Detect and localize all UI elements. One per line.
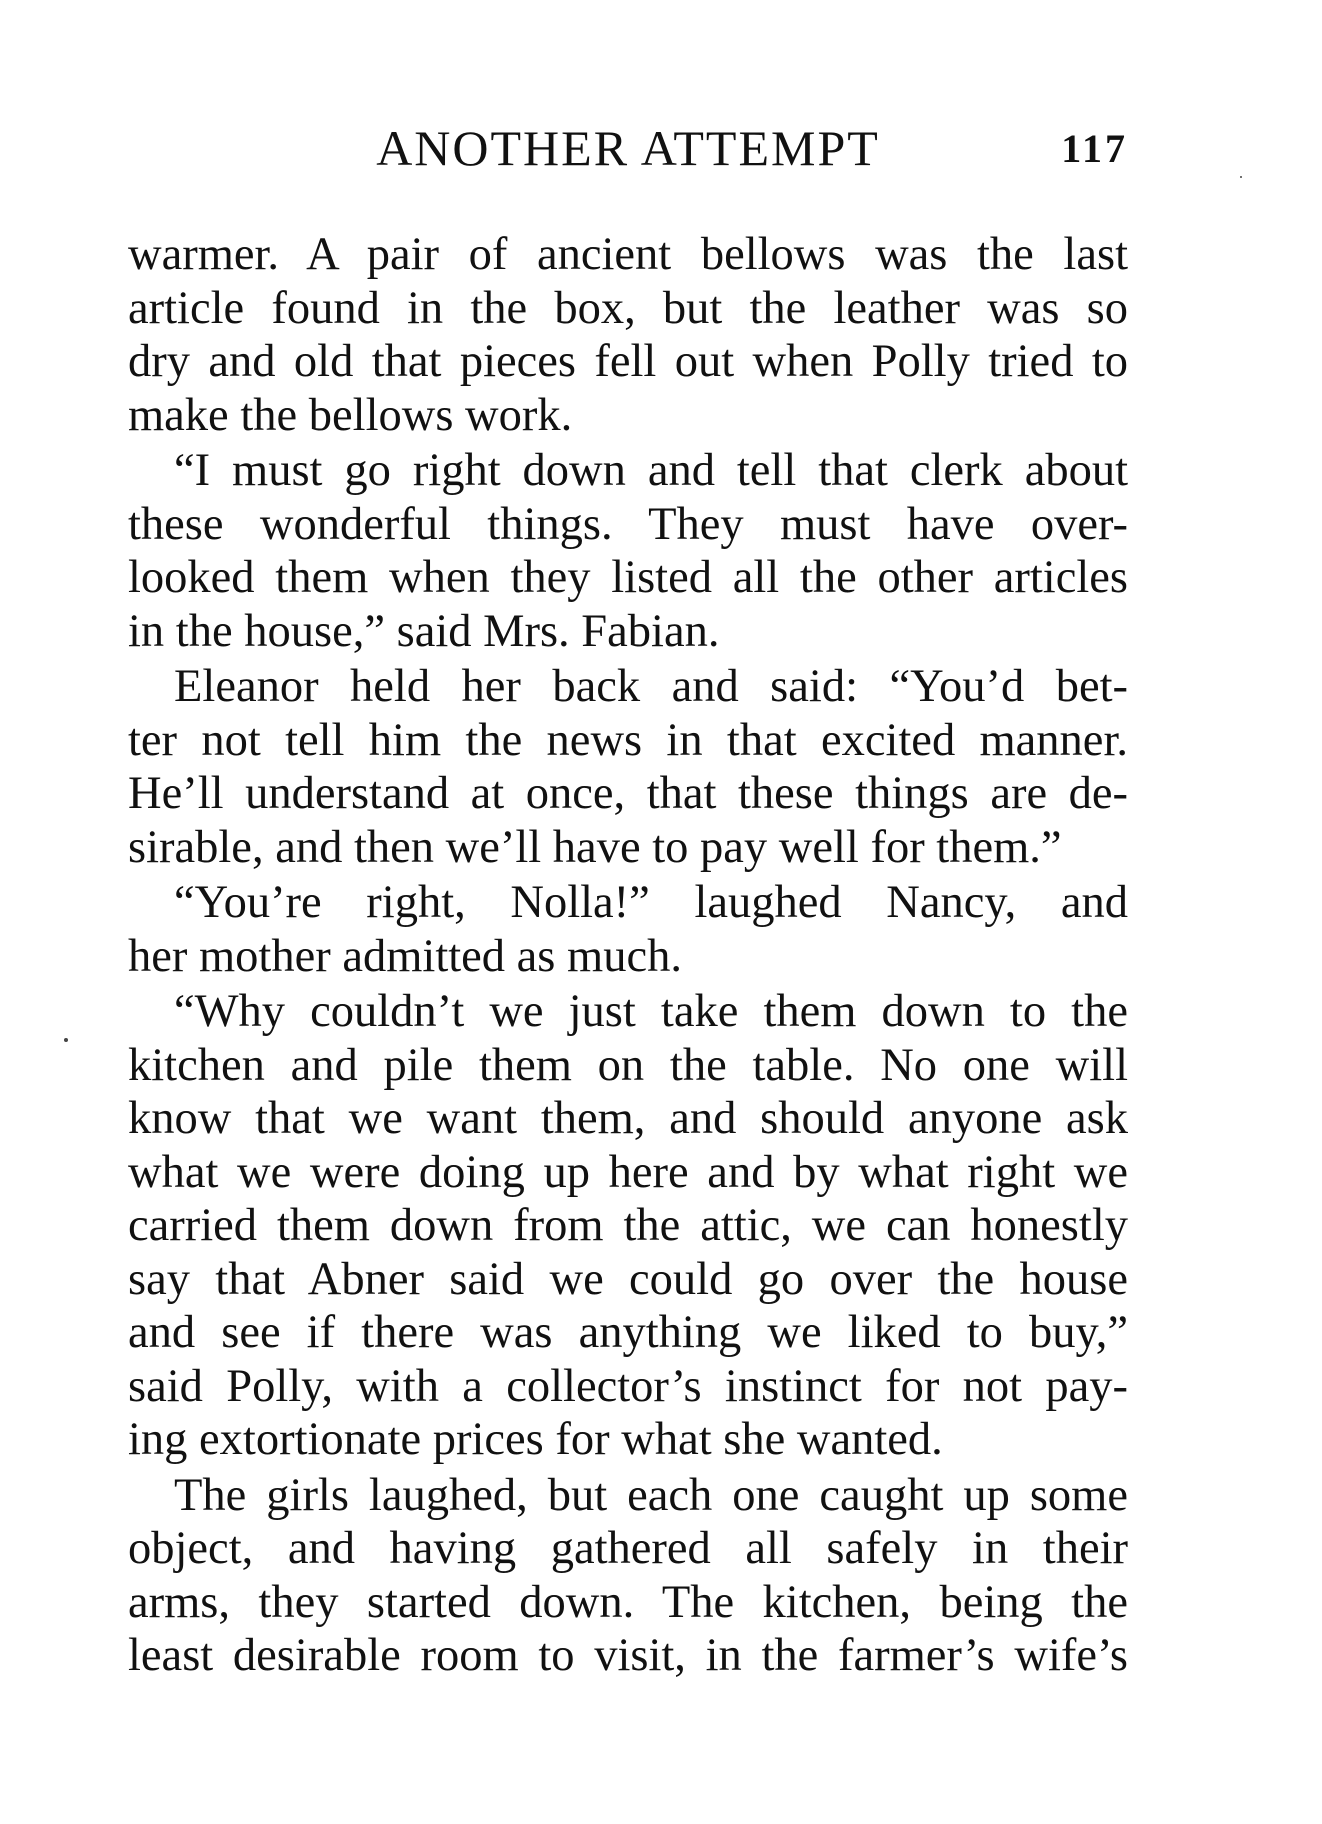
paragraph — [128, 660, 1128, 874]
text-line: carried them down from the attic, we can honestly — [128, 1200, 1128, 1251]
text-line: The girls laughed, but each one caught up some — [174, 1469, 1128, 1521]
text-line: looked them when they listed all the other articles — [128, 552, 1128, 603]
scan-speck — [64, 1038, 68, 1042]
text-line: sirable, and then we’ll have to pay well for them.” — [128, 821, 1062, 873]
text-line: what we were doing up here and by what right we — [128, 1146, 1128, 1198]
text-line: her mother admitted as much. — [128, 930, 682, 982]
paragraph — [128, 985, 1128, 1467]
text-line: arms, they started down. The kitchen, being the — [128, 1576, 1128, 1628]
body-text — [128, 228, 1128, 1683]
text-line: warmer. A pair of ancient bellows was the last — [128, 229, 1128, 280]
chapter-title: ANOTHER ATTEMPT — [376, 120, 880, 176]
text-line: make the bellows work. — [128, 389, 573, 441]
text-line: these wonderful things. They must have over- — [128, 498, 1128, 550]
text-line: ing extortionate prices for what she wanted. — [128, 1414, 943, 1465]
text-line: ter not tell him the news in that excited manner. — [128, 714, 1128, 766]
text-line: dry and old that pieces fell out when Polly tried to — [128, 336, 1128, 387]
text-line: article found in the box, but the leather was so — [128, 282, 1128, 334]
page-number: 117 — [1061, 126, 1128, 171]
running-head — [128, 118, 1128, 178]
text-line: “Why couldn’t we just take them down to the — [174, 986, 1128, 1037]
paragraph — [128, 876, 1128, 983]
paragraph — [128, 1469, 1128, 1683]
text-line: Eleanor held her back and said: “You’d bet- — [174, 661, 1128, 712]
paragraph — [128, 444, 1128, 658]
text-line: say that Abner said we could go over the house — [128, 1253, 1128, 1305]
text-line: kitchen and pile them on the table. No one will — [128, 1039, 1128, 1091]
text-line: know that we want them, and should anyone ask — [128, 1093, 1128, 1144]
text-line: and see if there was anything we liked to buy,” — [128, 1307, 1128, 1358]
text-line: object, and having gathered all safely in their — [128, 1523, 1128, 1574]
text-line: said Polly, with a collector’s instinct for not pay- — [128, 1360, 1128, 1412]
scan-speck — [1240, 176, 1242, 178]
text-line: least desirable room to visit, in the farmer’s wife’s — [128, 1630, 1128, 1681]
text-line: “I must go right down and tell that clerk about — [174, 445, 1128, 496]
text-line: in the house,” said Mrs. Fabian. — [128, 605, 720, 657]
text-line: “You’re right, Nolla!” laughed Nancy, and — [174, 877, 1128, 928]
paragraph — [128, 228, 1128, 442]
text-line: He’ll understand at once, that these things are de- — [128, 768, 1128, 819]
